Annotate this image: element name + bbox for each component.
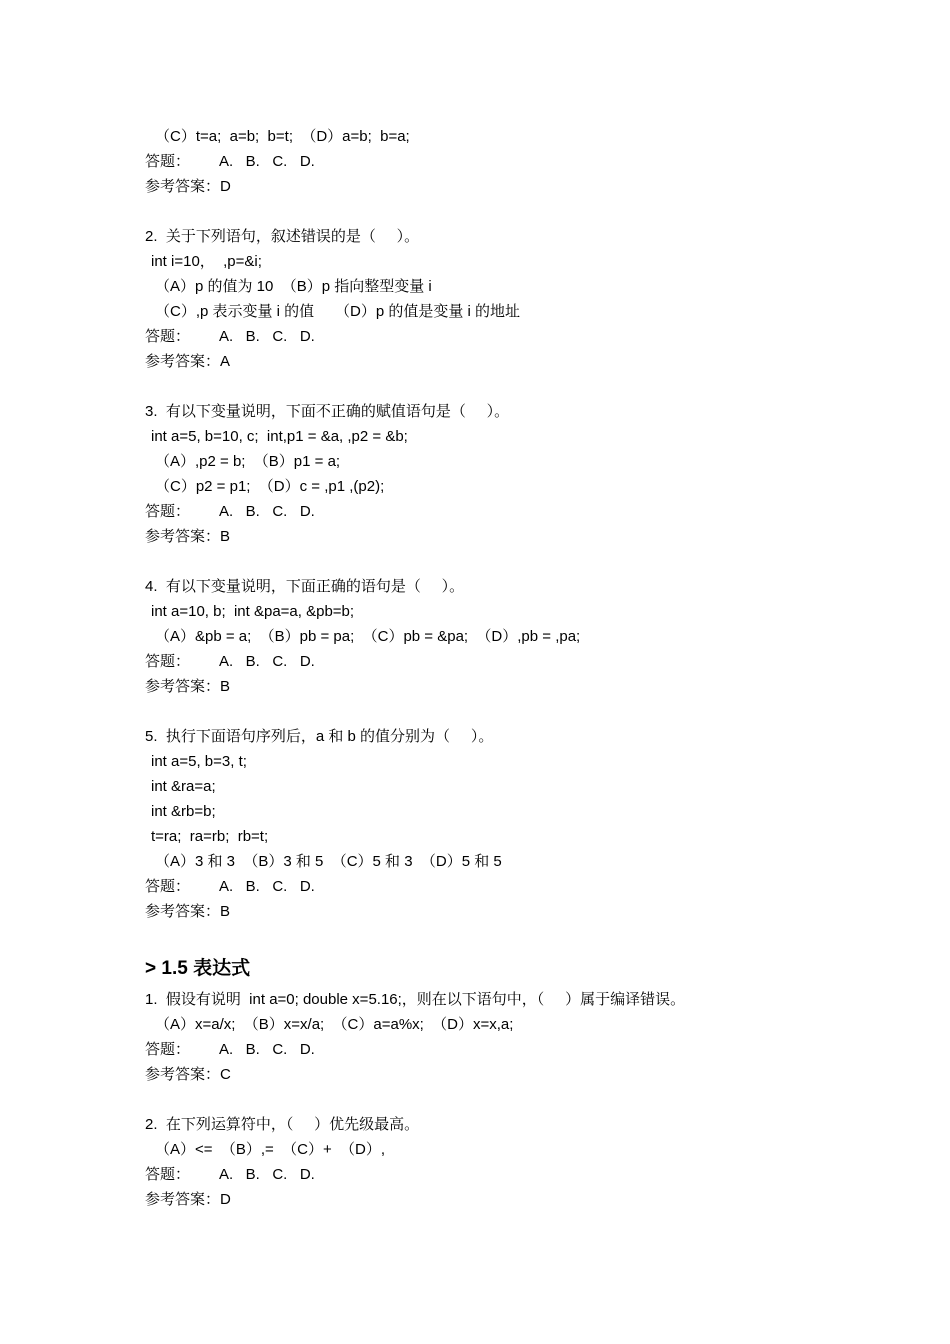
option-line: （A）&pb = a; （B）pb = pa; （C）pb = &pa; （D）,pb = ,pa; [155, 628, 581, 645]
answer-label: 答题： [145, 153, 191, 170]
code-line: int &rb=b; [151, 803, 216, 820]
option-line: （C）,p 表示变量 i 的值 （D）p 的值是变量 i 的地址 [155, 303, 521, 320]
code-line: int i=10， ,p=&i; [151, 253, 262, 270]
answer-choices[interactable]: A. B. C. D. [219, 878, 315, 895]
answer-choices[interactable]: A. B. C. D. [219, 1041, 315, 1058]
option-line: （A）<= （B）,= （C）+ （D）, [155, 1141, 386, 1158]
code-line: int a=5, b=3, t; [151, 753, 247, 770]
option-line: （C）p2 = p1; （D）c = ,p1 ,(p2); [155, 478, 385, 495]
question-stem: 2. 在下列运算符中，（ ）优先级最高。 [145, 1116, 420, 1133]
answer-label: 答题： [145, 878, 191, 895]
option-line: （A）3 和 3 （B）3 和 5 （C）5 和 3 （D）5 和 5 [155, 853, 502, 870]
question-stem: 2. 关于下列语句，叙述错误的是（ ）。 [145, 228, 420, 245]
answer-label: 答题： [145, 1041, 191, 1058]
reference-answer: 参考答案：B [145, 528, 231, 545]
answer-choices[interactable]: A. B. C. D. [219, 328, 315, 345]
answer-label: 答题： [145, 328, 191, 345]
answer-label: 答题： [145, 1166, 191, 1183]
answer-choices[interactable]: A. B. C. D. [219, 653, 315, 670]
answer-label: 答题： [145, 503, 191, 520]
option-line: （A）x=a/x; （B）x=x/a; （C）a=a%x; （D）x=x,a; [155, 1016, 514, 1033]
option-line: （A）p 的值为 10 （B）p 指向整型变量 i [155, 278, 432, 295]
document-content [145, 124, 885, 1212]
answer-row [145, 149, 885, 174]
option-line: （A）,p2 = b; （B）p1 = a; [155, 453, 341, 470]
answer-row [145, 324, 885, 349]
code-line: t=ra; ra=rb; rb=t; [151, 828, 269, 845]
question-stem: 5. 执行下面语句序列后，a 和 b 的值分别为（ ）。 [145, 728, 494, 745]
answer-row [145, 1162, 885, 1187]
reference-answer: 参考答案：D [145, 1191, 231, 1208]
code-line: int &ra=a; [151, 778, 216, 795]
question-stem: 1. 假设有说明 int a=0; double x=5.16;，则在以下语句中，（ ）属于编译错误。 [145, 991, 686, 1008]
option-line: （C）t=a; a=b; b=t; （D）a=b; b=a; [155, 128, 410, 145]
reference-answer: 参考答案：B [145, 678, 231, 695]
answer-row [145, 649, 885, 674]
answer-choices[interactable]: A. B. C. D. [219, 153, 315, 170]
answer-choices[interactable]: A. B. C. D. [219, 503, 315, 520]
reference-answer: 参考答案：D [145, 178, 231, 195]
code-line: int a=10, b; int &pa=a, &pb=b; [151, 603, 355, 620]
section-heading: > 1.5 表达式 [145, 958, 251, 979]
reference-answer: 参考答案：B [145, 903, 231, 920]
question-stem: 3. 有以下变量说明，下面不正确的赋值语句是（ ）。 [145, 403, 510, 420]
question-stem: 4. 有以下变量说明，下面正确的语句是（ ）。 [145, 578, 465, 595]
answer-choices[interactable]: A. B. C. D. [219, 1166, 315, 1183]
answer-row [145, 874, 885, 899]
code-line: int a=5, b=10, c; int,p1 = &a, ,p2 = &b; [151, 428, 408, 445]
answer-row [145, 1037, 885, 1062]
reference-answer: 参考答案：C [145, 1066, 231, 1083]
answer-label: 答题： [145, 653, 191, 670]
answer-row [145, 499, 885, 524]
reference-answer: 参考答案：A [145, 353, 231, 370]
